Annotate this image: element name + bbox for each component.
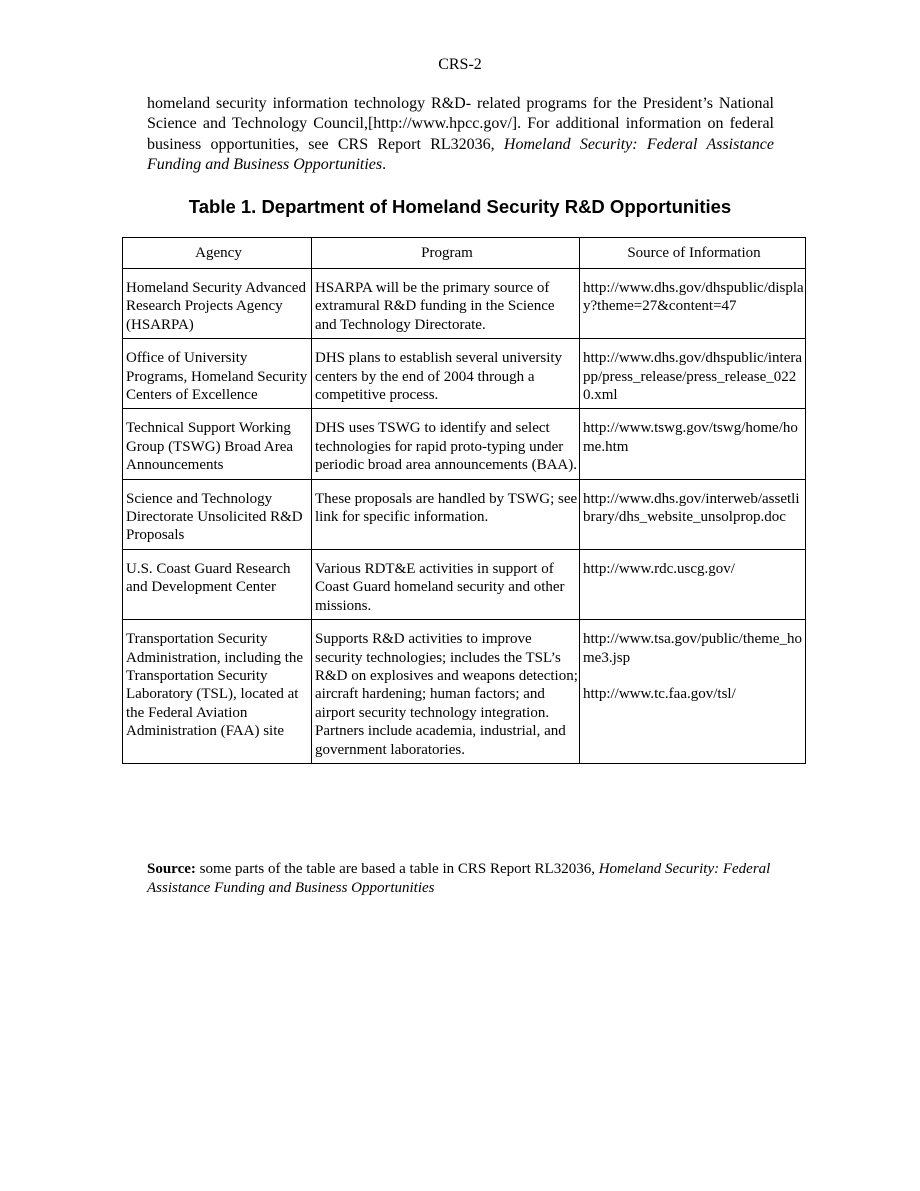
source-cell (580, 549, 806, 619)
source-link[interactable]: http://www.dhs.gov/interweb/assetlibrary/dhs_website_unsolprop.doc (583, 490, 800, 526)
table-row (123, 339, 806, 409)
table-row (123, 269, 806, 339)
table-row (123, 409, 806, 479)
intro-paragraph (147, 94, 774, 175)
table-row (123, 479, 806, 549)
program-cell: HSARPA will be the primary source of extramural R&D funding in the Science and Technology Directorate. (312, 269, 580, 339)
column-header-program: Program (312, 238, 580, 269)
agency-cell: Office of University Programs, Homeland Security Centers of Excellence (123, 339, 312, 409)
table-row (123, 620, 806, 764)
source-spacer (583, 667, 805, 685)
source-cell (580, 479, 806, 549)
column-header-source: Source of Information (580, 238, 806, 269)
source-link[interactable]: http://www.dhs.gov/dhspublic/interapp/press_release/press_release_0220.xml (583, 350, 803, 404)
table-title: Table 1. Department of Homeland Security R&D Opportunities (188, 196, 732, 217)
source-note-label: Source: (147, 861, 196, 877)
agency-cell: Technical Support Working Group (TSWG) Broad Area Announcements (123, 409, 312, 479)
source-link[interactable]: http://www.tc.faa.gov/tsl/ (583, 685, 736, 702)
intro-text: homeland security information technology R&D- related programs for the President’s National Science and Technology Council,[http://www.hpcc.gov/]. For additional information on federal business opportunities, see CRS Report RL32036, (147, 95, 774, 153)
table-row (123, 549, 806, 619)
source-cell (580, 620, 806, 764)
table-header-row (123, 238, 806, 269)
source-note (147, 860, 787, 898)
source-link[interactable]: http://www.tswg.gov/tswg/home/home.htm (583, 420, 798, 455)
program-cell: These proposals are handled by TSWG; see link for specific information. (312, 479, 580, 549)
rd-opportunities-table (122, 237, 806, 764)
source-cell (580, 409, 806, 479)
program-cell: DHS uses TSWG to identify and select technologies for rapid proto-typing under periodic broad area announcements (BAA). (312, 409, 580, 479)
intro-end: . (382, 155, 387, 173)
agency-cell: Transportation Security Administration, including the Transportation Security Laboratory (TSL), located at the Federal Aviation Administration (FAA) site (123, 620, 312, 764)
source-note-report-title: Homeland Security: Federal Assistance Funding and Business Opportunities (147, 861, 771, 896)
source-cell (580, 269, 806, 339)
source-note-text: some parts of the table are based a table in CRS Report RL32036, (195, 861, 599, 877)
program-cell: Various RDT&E activities in support of Coast Guard homeland security and other missions. (312, 549, 580, 619)
source-cell (580, 339, 806, 409)
intro-report-title: Homeland Security: Federal Assistance Funding and Business Opportunities (147, 135, 775, 173)
column-header-agency: Agency (123, 238, 312, 269)
source-link[interactable]: http://www.dhs.gov/dhspublic/display?theme=27&content=47 (583, 280, 804, 315)
program-cell: DHS plans to establish several university centers by the end of 2004 through a competitive process. (312, 339, 580, 409)
agency-cell: Homeland Security Advanced Research Projects Agency (HSARPA) (123, 269, 312, 339)
agency-cell: U.S. Coast Guard Research and Development Center (123, 549, 312, 619)
page-header: CRS-2 (438, 56, 482, 73)
source-link[interactable]: http://www.rdc.uscg.gov/ (583, 560, 735, 577)
program-cell: Supports R&D activities to improve security technologies; includes the TSL’s R&D on explosives and weapons detection; aircraft hardening; human factors; and airport security technology integration. Partners include academia, industrial, and government laboratories. (312, 620, 580, 764)
source-link[interactable]: http://www.tsa.gov/public/theme_home3.jsp (583, 631, 803, 666)
agency-cell: Science and Technology Directorate Unsolicited R&D Proposals (123, 479, 312, 549)
